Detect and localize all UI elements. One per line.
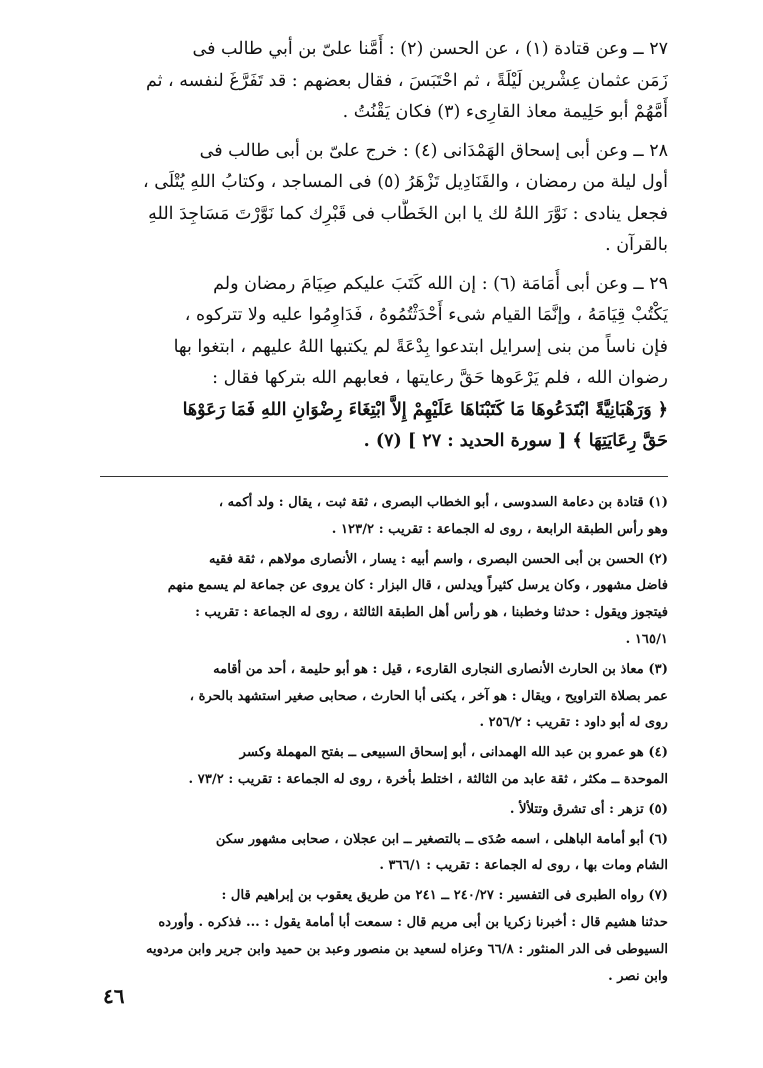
footnote-line: فاضل مشهور ، وكان يرسل كثيراً ويدلس ، قال البزار : كان يروى عن جماعة لم يسمع منهم — [167, 578, 668, 594]
text-line: بالقرآن . — [605, 235, 668, 255]
footnote-2 — [100, 547, 668, 654]
footnote-line: حدثنا هشيم قال : أخبرنا زكريا بن أبى مريم قال : سمعت أبا أمامة يقول : ... فذكره . وأورده — [158, 914, 668, 930]
footnote-divider — [100, 476, 668, 477]
text-line: أَمَّهُمْ أبو حَلِيمة معاذ القارِىء (٣) فكان يَقْنُتُ . — [342, 102, 668, 122]
footnote-line: الشام ومات بها ، روى له الجماعة : تقريب : ٣٦٦/١ . — [379, 858, 668, 874]
text-line: يَكْتُبْ قِيَامَهُ ، وإنَّمَا القيام شىء أَحْدَثْتُمُوهُ ، فَدَاوِمُوا عليه ولا تتركوه ، — [184, 305, 668, 325]
text-line: زَمَن عثمان عِشْرين لَيْلَةً ، ثم احْتَبَسَ ، فقال بعضهم : قد تَفَرَّغَ لنفسه ، ثم — [145, 70, 668, 91]
text-line: ٢٧ ــ وعن قتادة (١) ، عن الحسن (٢) : أَمَّنا علىّ بن أبي طالب فى — [192, 39, 668, 59]
paragraph-28 — [100, 136, 668, 262]
footnote-line: (٧) رواه الطبرى فى التفسير : ٢٤٠/٢٧ ــ ٢٤١ من طريق يعقوب بن إبراهيم قال : — [221, 888, 668, 904]
footnote-1 — [100, 490, 668, 544]
footnotes — [100, 490, 668, 993]
footnote-line: روى له أبو داود : تقريب : ٢٥٦/٢ . — [479, 715, 668, 731]
footnote-line: وابن نصر . — [608, 968, 668, 984]
text-line: فإن ناساً من بنى إسرايل ابتدعوا بِدْعَةً لم يكتبها اللهُ عليهم ، ابتغوا بها — [173, 336, 668, 357]
quran-verse-line: حَقَّ رِعَايَتِهَا ﴾ [ سورة الحديد : ٢٧ ] (٧) . — [363, 431, 668, 451]
quran-verse-line: ﴿ وَرَهْبَانِيَّةً ابْتَدَعُوهَا مَا كَتَبْنَاهَا عَلَيْهِمْ إِلاَّ ابْتِغَاءَ رِضْوَانِ اللهِ فَمَا رَعَوْهَا — [182, 399, 668, 420]
page-number: ٤٦ — [103, 984, 125, 1008]
footnote-line: (٣) معاذ بن الحارث الأنصارى النجارى القارىء ، قيل : هو أبو حليمة ، أحد من أقامه — [213, 661, 668, 677]
text-line: ٢٨ ــ وعن أبى إسحاق الهَمْدَانى (٤) : خرج علىّ بن أبى طالب فى — [199, 140, 668, 161]
paragraph-27 — [100, 34, 668, 129]
paragraph-29 — [100, 269, 668, 458]
footnote-line: فيتجوز ويقول : حدثنا وخطبنا ، هو رأس أهل الطبقة الثالثة ، روى له الجماعة : تقريب : — [195, 605, 668, 621]
footnote-line: عمر بصلاة التراويح ، ويقال : هو آخر ، يكنى أبا الحارث ، صحابى صغير استشهد بالحرة ، — [189, 688, 668, 704]
footnote-7 — [100, 883, 668, 990]
footnote-line: (٦) أبو أمامة الباهلى ، اسمه صُدَى ــ بالتصغير ــ ابن عجلان ، صحابى مشهور سكن — [215, 831, 668, 847]
footnote-line: الموحدة ــ مكثر ، ثقة عابد من الثالثة ، اختلط بأخرة ، روى له الجماعة : تقريب : ٧٣/٢ . — [188, 771, 668, 787]
text-line: أول ليلة من رمضان ، والقَنَادِيل تَزْهَرُ (٥) فى المساجد ، وكتابُ اللهِ يُتْلَى ، — [142, 172, 668, 192]
text-line: فجعل ينادى : نَوَّرَ اللهُ لك يا ابن الخَطَّاب فى قَبْرِك كما نَوَّرْتَ مَسَاجِدَ اللهِ — [148, 203, 668, 224]
main-text — [100, 34, 668, 465]
footnote-5 — [100, 797, 668, 824]
footnote-line: (٥) تزهر : أى تشرق وتتلألأ . — [509, 801, 668, 817]
footnote-line: (٤) هو عمرو بن عبد الله الهمدانى ، أبو إسحاق السبيعى ــ بفتح المهملة وكسر — [239, 745, 668, 761]
footnote-line: السيوطى فى الدر المنثور : ٦٦/٨ وعزاه لسعيد بن منصور وعبد بن حميد وابن جرير وابن مردويه — [145, 941, 668, 957]
footnote-line: وهو رأس الطبقة الرابعة ، روى له الجماعة : تقريب : ١٢٣/٢ . — [331, 521, 668, 537]
footnote-3 — [100, 657, 668, 737]
text-line: ٢٩ ــ وعن أبى أُمَامَة (٦) : إن الله كَتَبَ عليكم صِيَامَ رمضان ولم — [213, 273, 668, 294]
footnote-4 — [100, 740, 668, 794]
footnote-line: ١٦٥/١ . — [625, 631, 668, 647]
footnote-6 — [100, 827, 668, 881]
footnote-line: (٢) الحسن بن أبى الحسن البصرى ، واسم أبيه : يسار ، الأنصارى مولاهم ، ثقة فقيه — [208, 551, 668, 567]
footnote-line: (١) قتادة بن دعامة السدوسى ، أبو الخطاب البصرى ، ثقة ثبت ، يقال : ولد أكمه ، — [218, 495, 668, 510]
text-line: رضوان الله ، فلم يَرْعَوها حَقَّ رعايتها ، فعابهم الله بتركها فقال : — [212, 368, 668, 388]
